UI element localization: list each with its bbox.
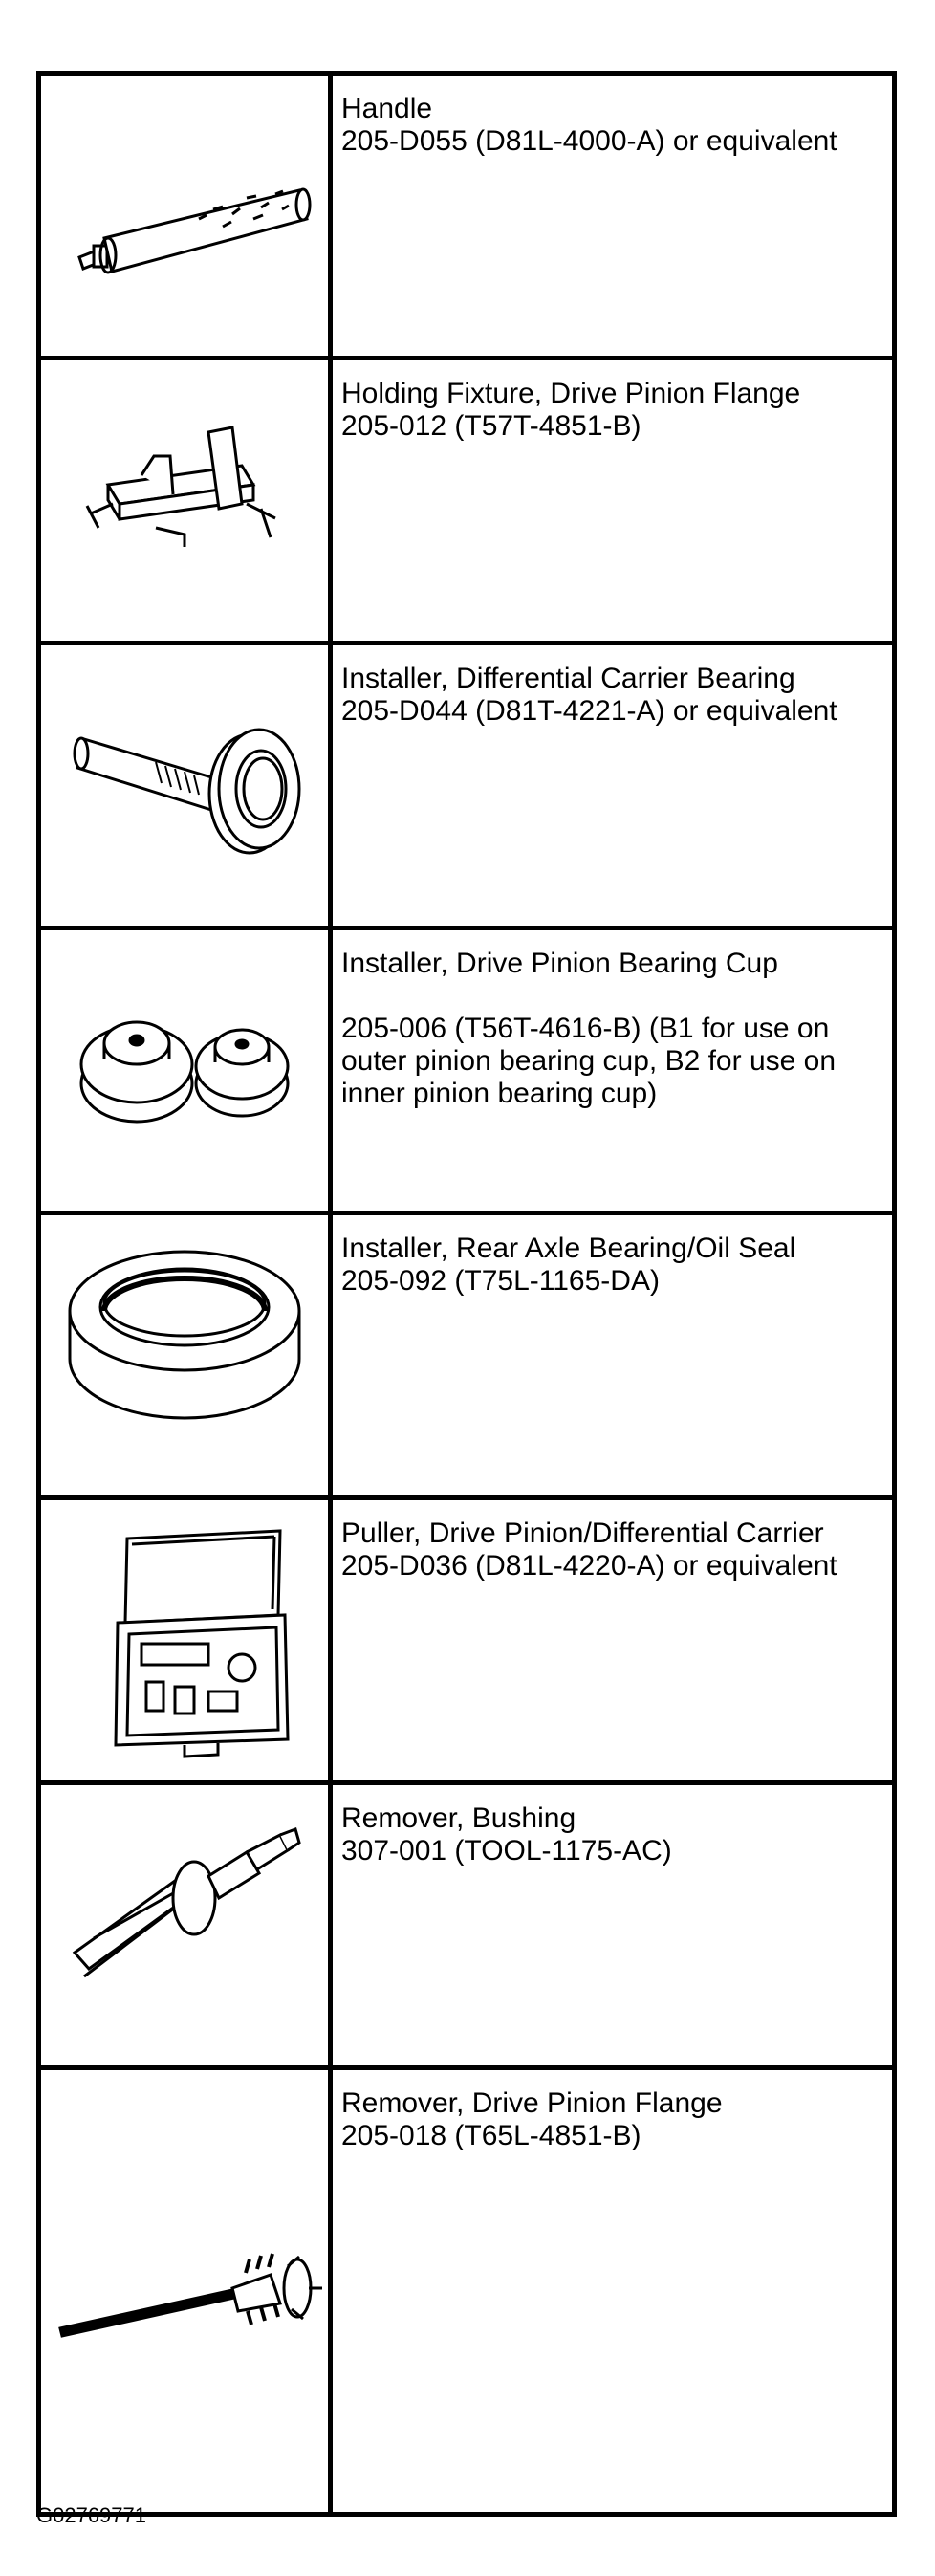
tool-description-cell <box>331 74 895 359</box>
tool-row <box>39 359 895 644</box>
tool-description-cell <box>331 359 895 644</box>
tool-row <box>39 928 895 1213</box>
tool-illustration-cell <box>39 644 331 928</box>
tool-name: Installer, Differential Carrier Bearing <box>341 663 795 694</box>
bearing-cup-installer-icon <box>41 930 328 1208</box>
tool-name: Remover, Drive Pinion Flange <box>341 2087 723 2119</box>
tool-description-cell <box>331 1783 895 2068</box>
tool-description-cell <box>331 2068 895 2515</box>
puller-kit-icon <box>41 1500 328 1778</box>
tool-illustration-cell <box>39 1783 331 2068</box>
tool-description-cell <box>331 928 895 1213</box>
tool-row <box>39 74 895 359</box>
tool-part-number: 307-001 (TOOL-1175-AC) <box>341 1834 672 1867</box>
tool-description-cell <box>331 1213 895 1498</box>
tool-part-number: 205-092 (T75L-1165-DA) <box>341 1264 660 1297</box>
tool-part-number: 205-018 (T65L-4851-B) <box>341 2119 641 2151</box>
blank-line <box>341 980 886 1013</box>
tool-part-number: 205-D044 (D81T-4221-A) or equivalent <box>341 694 837 727</box>
tool-row <box>39 1213 895 1498</box>
special-tools-table <box>36 71 897 2517</box>
tool-row <box>39 644 895 928</box>
tool-illustration-cell <box>39 1213 331 1498</box>
tool-part-number: 205-D055 (D81L-4000-A) or equivalent <box>341 124 837 157</box>
tool-illustration-cell <box>39 359 331 644</box>
tool-part-number: 205-D036 (D81L-4220-A) or equivalent <box>341 1549 837 1582</box>
seal-installer-icon <box>41 1215 328 1493</box>
tool-name: Puller, Drive Pinion/Differential Carrier <box>341 1517 824 1549</box>
tool-name: Remover, Bushing <box>341 1802 576 1834</box>
tool-description-cell <box>331 1498 895 1783</box>
tool-row <box>39 2068 895 2515</box>
carrier-bearing-installer-icon <box>41 645 328 923</box>
tool-name: Handle <box>341 93 433 124</box>
bushing-remover-icon <box>41 1785 328 2063</box>
tool-name: Installer, Drive Pinion Bearing Cup <box>341 948 778 979</box>
tool-illustration-cell <box>39 2068 331 2515</box>
tool-illustration-cell <box>39 74 331 359</box>
tool-name: Holding Fixture, Drive Pinion Flange <box>341 378 801 409</box>
tool-row <box>39 1783 895 2068</box>
holding-fixture-icon <box>41 360 328 638</box>
tool-part-number: 205-006 (T56T-4616-B) (B1 for use on outer pinion bearing cup, B2 for use on inner pinion bearing cup) <box>341 1012 837 1109</box>
handle-icon <box>41 76 328 353</box>
tool-part-number: 205-012 (T57T-4851-B) <box>341 409 641 442</box>
tool-illustration-cell <box>39 928 331 1213</box>
tool-row <box>39 1498 895 1783</box>
tool-name: Installer, Rear Axle Bearing/Oil Seal <box>341 1233 796 1264</box>
flange-remover-icon <box>41 2070 328 2510</box>
tool-illustration-cell <box>39 1498 331 1783</box>
figure-id: G02769771 <box>36 2503 146 2527</box>
tool-description-cell <box>331 644 895 928</box>
